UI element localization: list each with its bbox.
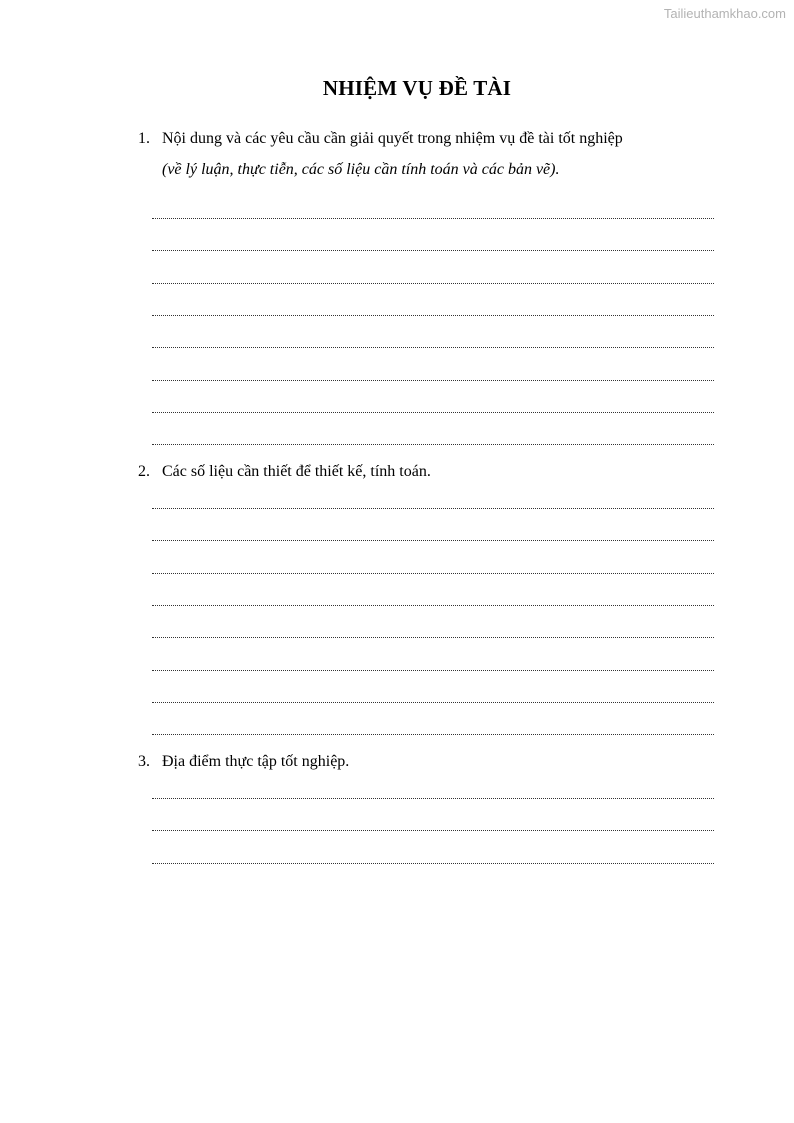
fill-in-line[interactable] xyxy=(152,540,714,541)
section-1-number: 1. xyxy=(138,130,150,147)
fill-in-line[interactable] xyxy=(152,670,714,671)
fill-in-line[interactable] xyxy=(152,605,714,606)
section-3-heading xyxy=(138,753,349,771)
fill-in-line[interactable] xyxy=(152,573,714,574)
section-1-heading xyxy=(138,130,623,148)
page-title: NHIỆM VỤ ĐỀ TÀI xyxy=(322,76,512,100)
fill-in-line[interactable] xyxy=(152,250,714,251)
section-2-number: 2. xyxy=(138,463,150,480)
section-2-heading xyxy=(138,463,431,481)
fill-in-line[interactable] xyxy=(152,798,714,799)
section-3-number: 3. xyxy=(138,753,150,770)
fill-in-line[interactable] xyxy=(152,702,714,703)
section-1-title: Nội dung và các yêu cầu cần giải quyết trong nhiệm vụ đề tài tốt nghiệp xyxy=(162,130,623,147)
section-3-title: Địa điểm thực tập tốt nghiệp. xyxy=(162,753,350,770)
watermark-text: Tailieuthamkhao.com xyxy=(663,6,786,21)
fill-in-line[interactable] xyxy=(152,315,714,316)
fill-in-line[interactable] xyxy=(152,283,714,284)
section-2-title: Các số liệu cần thiết để thiết kế, tính toán. xyxy=(162,463,431,480)
fill-in-line[interactable] xyxy=(152,218,714,219)
fill-in-line[interactable] xyxy=(152,444,714,445)
fill-in-line[interactable] xyxy=(152,347,714,348)
section-1-note: (về lý luận, thực tiễn, các số liệu cần tính toán và các bản vẽ). xyxy=(162,161,560,178)
fill-in-line[interactable] xyxy=(152,830,714,831)
fill-in-line[interactable] xyxy=(152,637,714,638)
fill-in-line[interactable] xyxy=(152,380,714,381)
fill-in-line[interactable] xyxy=(152,508,714,509)
fill-in-line[interactable] xyxy=(152,863,714,864)
fill-in-line[interactable] xyxy=(152,412,714,413)
fill-in-line[interactable] xyxy=(152,734,714,735)
